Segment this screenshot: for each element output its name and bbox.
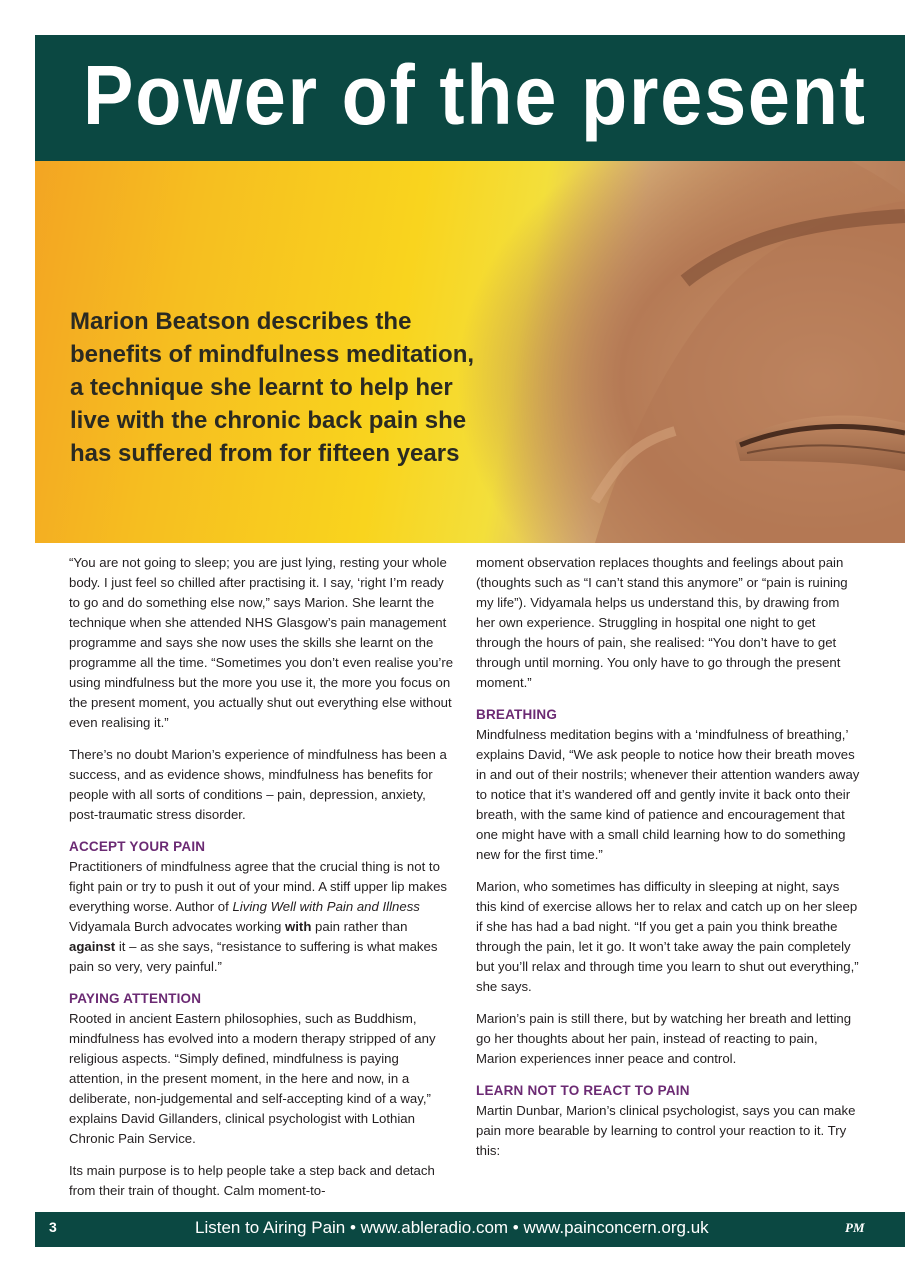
paragraph: Mindfulness meditation begins with a ‘mindfulness of breathing,’ explains David, “We ask people to notice how their breath moves in and out of their nostrils; whenever their attention wanders away to notice that it’s wandered off and gently invite it back onto their breath, with the same kind of patience and encouragement that one might have with a small child learning how to do something new for the first time.” <box>476 727 860 862</box>
section-heading-breathing: BREATHING <box>476 707 558 722</box>
publisher-logo: PM <box>845 1220 865 1235</box>
footer-bar <box>35 1212 905 1247</box>
title-bar <box>35 35 905 161</box>
hero-banner <box>35 161 905 543</box>
paragraph: Rooted in ancient Eastern philosophies, such as Buddhism, mindfulness has evolved into a modern therapy stripped of any religious aspects. “Simply defined, mindfulness is paying attention, in the present moment, in the here and now, in a deliberate, non-judgemental and self-accepting kind of a way,” explains David Gillanders, clinical psychologist with Lothian Chronic Pain Service. <box>69 1011 436 1146</box>
footer-text: Listen to Airing Pain • www.ableradio.com • www.painconcern.org.uk <box>195 1218 709 1237</box>
page-title: Power of the present <box>83 48 867 142</box>
paragraph: Its main purpose is to help people take a step back and detach from their train of thought. Calm moment-to- <box>69 1163 435 1198</box>
section-heading-accept-your-pain: ACCEPT YOUR PAIN <box>69 839 206 854</box>
paragraph: moment observation replaces thoughts and feelings about pain (thoughts such as “I can’t stand this anymore” or “pain is ruining my life”). Vidyamala helps us understand this, by drawing from her own experience. Struggling in hospital one night to get through the hours of pain, she realised: “You don’t have to get through until morning. You only have to go through the present moment.” <box>476 555 848 690</box>
section-heading-paying-attention: PAYING ATTENTION <box>69 991 202 1006</box>
standfirst: Marion Beatson describes the benefits of mindfulness meditation, a technique she learnt to help her live with the chronic back pain she has suffered from for fifteen years <box>70 308 475 467</box>
paragraph: Martin Dunbar, Marion’s clinical psychologist, says you can make pain more bearable by learning to control your reaction to it. Try this: <box>476 1103 856 1158</box>
page-number: 3 <box>49 1219 57 1235</box>
left-column <box>69 553 454 1213</box>
right-column <box>476 553 861 1173</box>
section-heading-learn-not-to-react: LEARN NOT TO REACT TO PAIN <box>476 1083 690 1098</box>
paragraph: “You are not going to sleep; you are just lying, resting your whole body. I just feel so chilled after practising it. I say, ‘right I’m ready to go and do something else now,” says Marion. She learnt the technique when she attended NHS Glasgow’s pain management programme and says she now uses the skills she learnt on the programme all the time. “Sometimes you don’t even realise you’re using mindfulness but the more you use it, the more you focus on the present moment, you actually shut out everything else without even realising it.” <box>69 555 454 730</box>
paragraph: Marion, who sometimes has difficulty in sleeping at night, says this kind of exercise allows her to relax and catch up on her sleep if she has had a bad night. “If you get a pain you think breathe through the pain, let it go. It won’t take away the pain completely but you’ll relax and through time you learn to shut out everything,” she says. <box>476 879 859 994</box>
book-title: Living Well with Pain and Illness <box>232 899 420 914</box>
paragraph: Marion’s pain is still there, but by watching her breath and letting go her thoughts about her pain, instead of reacting to pain, Marion experiences inner peace and control. <box>476 1011 852 1066</box>
paragraph-accept: Practitioners of mindfulness agree that the crucial thing is not to fight pain or try to push it out of your mind. A stiff upper lip makes everything worse. Author of Living Well with Pain and Illness Vidyamala Burch advocates working with pain rather than against it – as she says, “resistance to suffering is what makes pain so very, very painful.” <box>69 859 447 974</box>
paragraph: There’s no doubt Marion’s experience of mindfulness has been a success, and as evidence shows, mindfulness has benefits for people with all sorts of conditions – pain, depression, anxiety, post-traumatic stress disorder. <box>69 747 447 822</box>
